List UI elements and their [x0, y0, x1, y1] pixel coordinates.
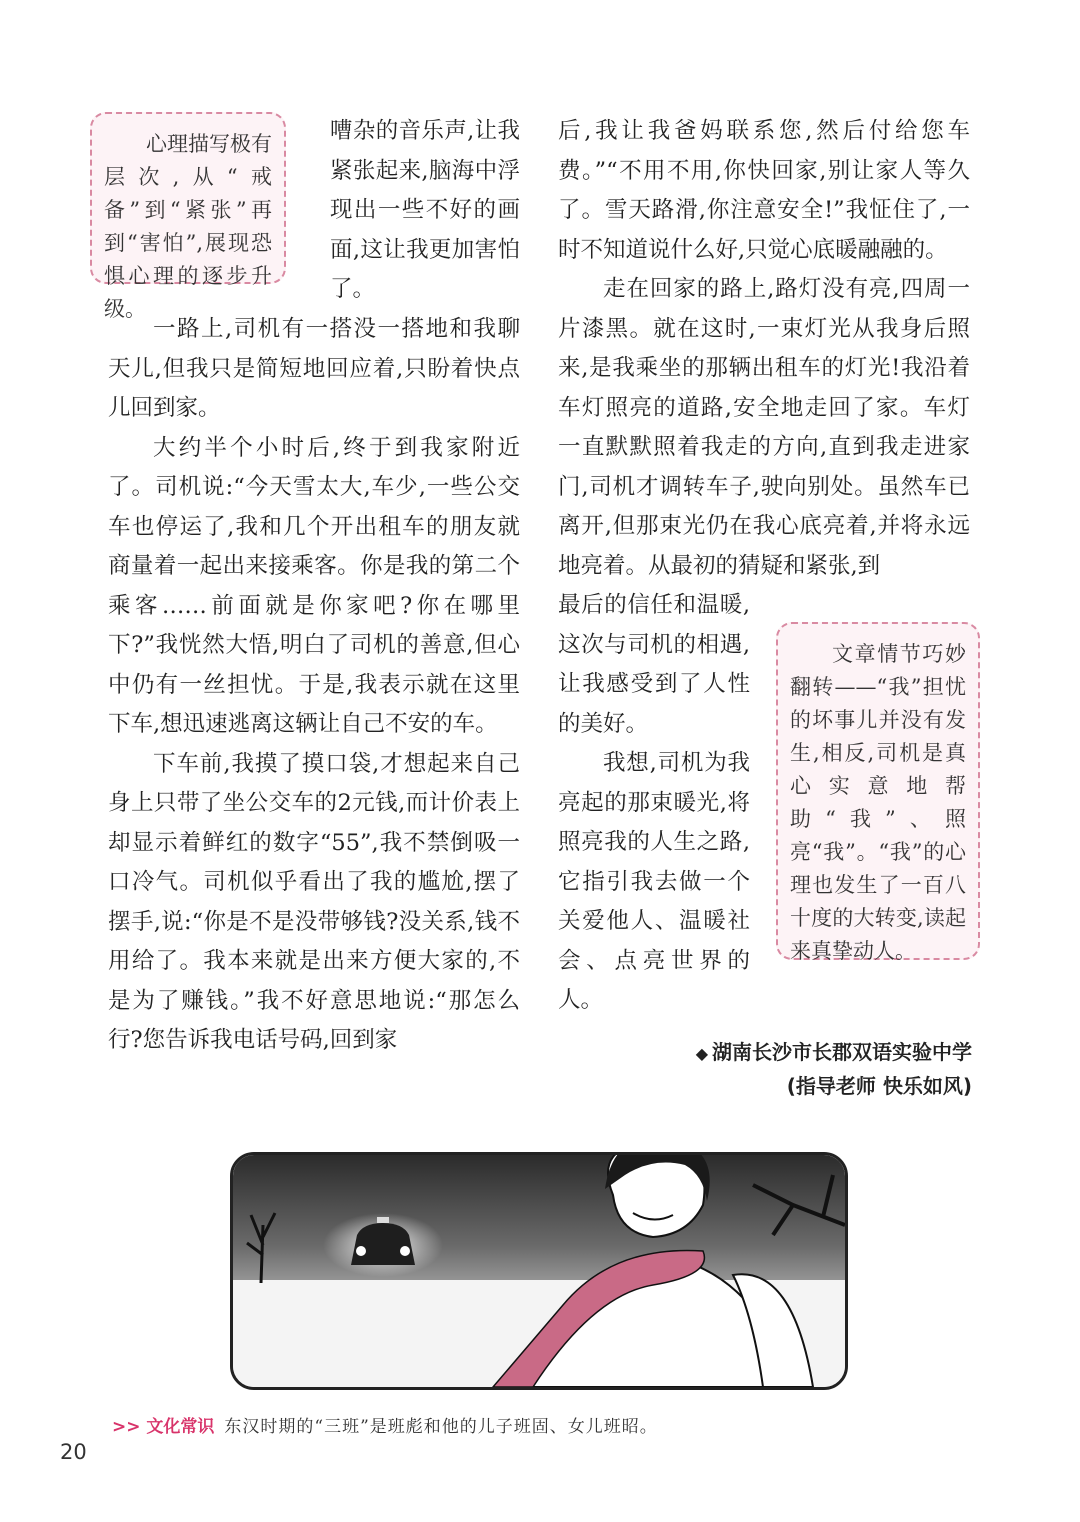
culture-knowledge-footer — [112, 1412, 658, 1437]
diamond-bullet-icon: ◆ — [695, 1044, 708, 1063]
paragraph-3: 大约半个小时后,终于到我家附近了。司机说:“今天雪太大,车少,一些公交车也停运了,我和几个开出租车的朋友就商量着一起出来接乘客。你是我的第二个乘客……前面就是你家吧?你在哪里下?”我恍然大悟,明白了司机的善意,但心中仍有一丝担忧。于是,我表示就在这里下车,想迅速逃离这辆让自己不安的车。 — [108, 434, 520, 737]
illustration-drawing — [233, 1155, 845, 1387]
right-column-main — [558, 112, 970, 586]
author-school — [696, 1036, 972, 1065]
paragraph-5-continued: 最后的信任和温暖,这次与司机的相遇,让我感受到了人性的美好。 — [558, 592, 750, 737]
school-name: 湖南长沙市长郡双语实验中学 — [712, 1040, 972, 1064]
paragraph-4: 下车前,我摸了摸口袋,才想起来自己身上只带了坐公交车的2元钱,而计价表上却显示着鲜红的数字“55”,我不禁倒吸一口冷气。司机似乎看出了我的尴尬,摆了摆手,说:“你是不是没带够钱?没关系,钱不用给了。我本来就是出来方便大家的,不是为了赚钱。”我不好意思地说:“那怎么行?您告诉我电话号码,回到家 — [108, 750, 520, 1053]
culture-knowledge-text: 东汉时期的“三班”是班彪和他的儿子班固、女儿班昭。 — [224, 1417, 658, 1437]
illustration-taxi-snow-night — [230, 1152, 848, 1390]
culture-knowledge-tag: >> 文化常识 — [112, 1417, 215, 1437]
night-sky — [233, 1155, 845, 1285]
left-column-main — [108, 310, 520, 1061]
page-number: 20 — [60, 1440, 87, 1464]
left-column-top — [330, 112, 520, 310]
paragraph-5: 走在回家的路上,路灯没有亮,四周一片漆黑。就在这时,一束灯光从我身后照来,是我乘坐的那辆出租车的灯光!我沿着车灯照亮的道路,安全地走回了家。车灯一直默默照着我走的方向,直到我走进家门,司机才调转车子,驶向别处。虽然车已离开,但那束光仍在我心底亮着,并将永远地亮着。从最初的猜疑和紧张,到 — [558, 276, 970, 579]
paragraph-1-end: 嘈杂的音乐声,让我紧张起来,脑海中浮现出一些不好的画面,这让我更加害怕了。 — [330, 118, 520, 302]
margin-note-psychology: 心理描写极有层次,从“戒备”到“紧张”再到“害怕”,展现恐惧心理的逐步升级。 — [90, 112, 286, 284]
margin-note-plot-twist: 文章情节巧妙翻转——“我”担忧的坏事儿并没有发生,相反,司机是真心实意地帮助“我”、照亮“我”。“我”的心理也发生了一百八十度的大转变,读起来真挚动人。 — [776, 622, 980, 960]
paragraph-2: 一路上,司机有一搭没一搭地和我聊天儿,但我只是简短地回应着,只盼着快点儿回到家。 — [108, 316, 520, 421]
advisor-teacher: (指导老师 快乐如风) — [786, 1074, 972, 1098]
right-column-narrow — [558, 586, 750, 1021]
taxi — [323, 1213, 443, 1277]
paragraph-6: 我想,司机为我亮起的那束暖光,将照亮我的人生之路,它指引我去做一个关爱他人、温暖社会、点亮世界的人。 — [558, 750, 750, 1013]
paragraph-4-continued: 后,我让我爸妈联系您,然后付给您车费。”“不用不用,你快回家,别让家人等久了。雪天路滑,你注意安全!”我怔住了,一时不知道说什么好,只觉心底暖融融的。 — [558, 118, 970, 263]
